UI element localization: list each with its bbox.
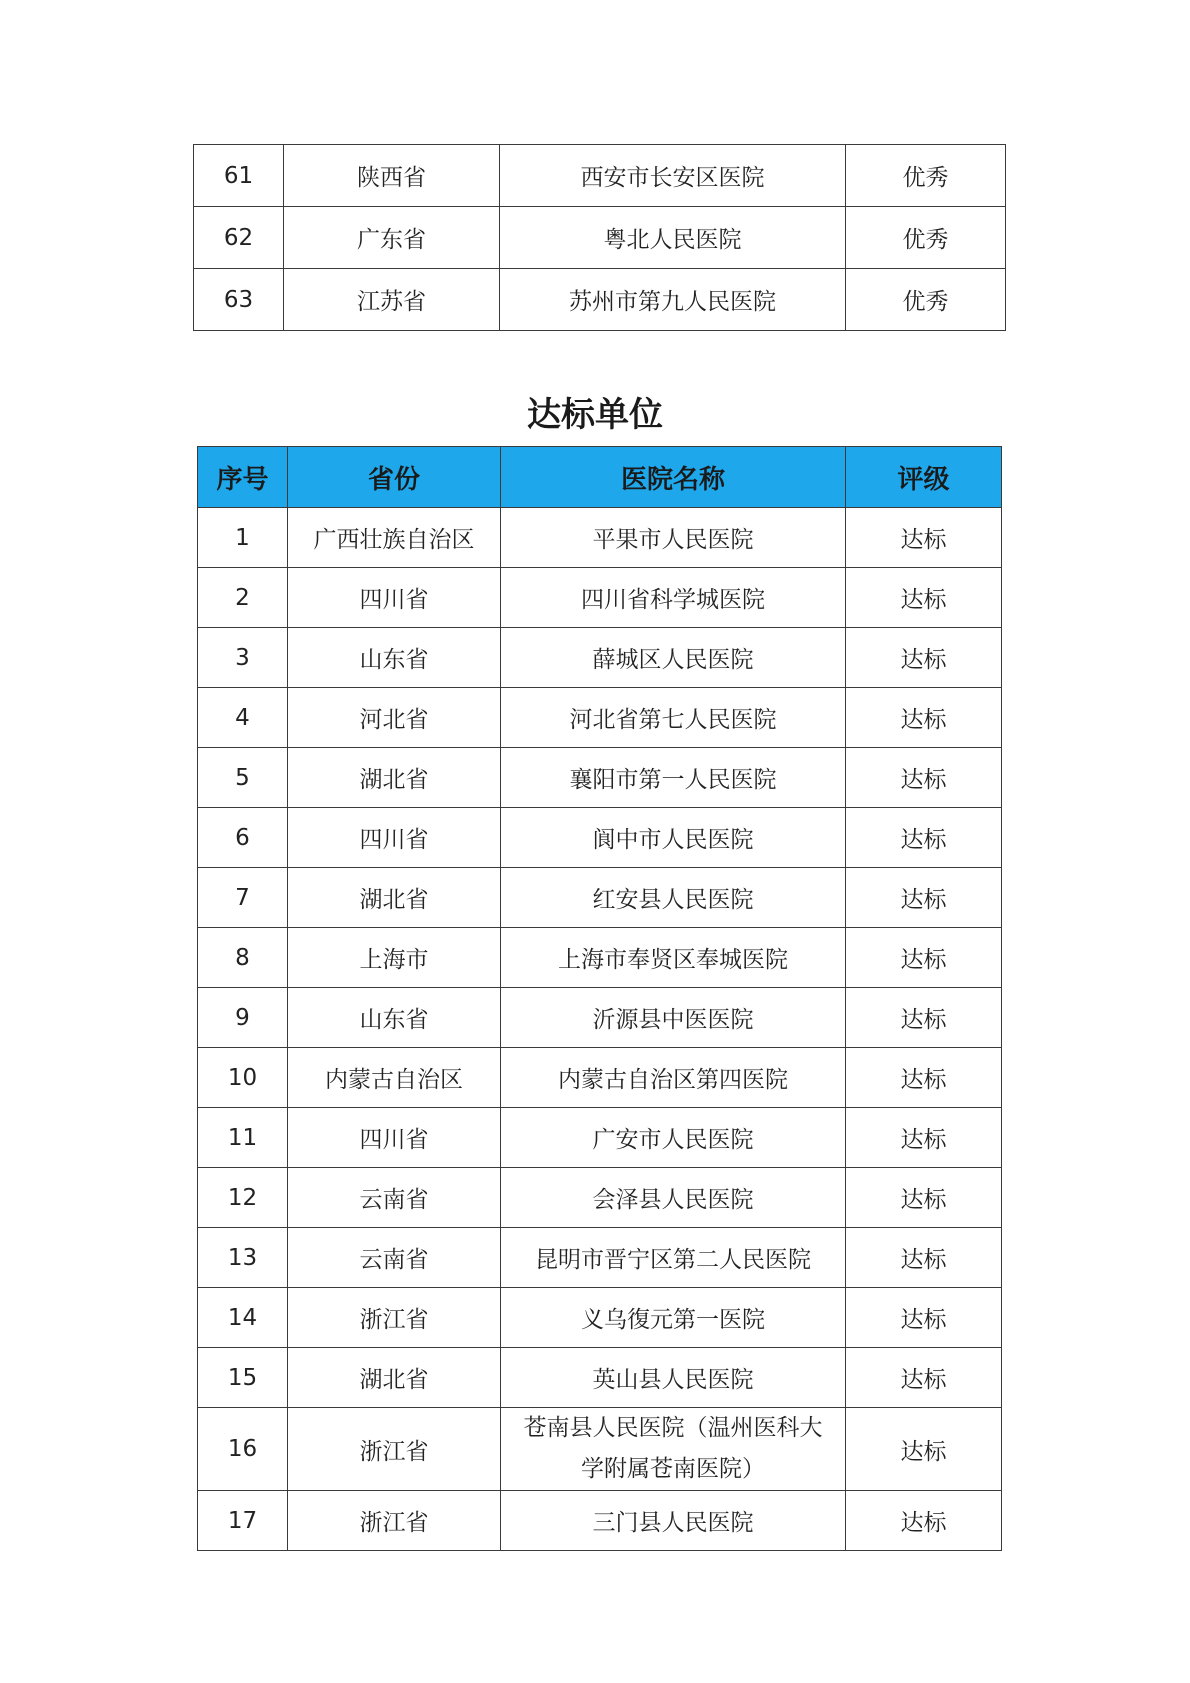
table-row <box>198 568 1002 628</box>
row-number: 63 <box>194 269 284 331</box>
hospital-name-cell: 英山县人民医院 <box>501 1348 846 1408</box>
province-cell: 广东省 <box>284 207 500 269</box>
row-number: 7 <box>198 868 288 928</box>
row-number: 5 <box>198 748 288 808</box>
header-hospital-name: 医院名称 <box>501 447 846 508</box>
province-cell: 湖北省 <box>288 868 501 928</box>
table-row <box>198 508 1002 568</box>
hospital-name-cell: 四川省科学城医院 <box>501 568 846 628</box>
table-row <box>198 868 1002 928</box>
row-number: 14 <box>198 1288 288 1348</box>
header-province: 省份 <box>288 447 501 508</box>
province-cell: 江苏省 <box>284 269 500 331</box>
province-cell: 四川省 <box>288 568 501 628</box>
grade-cell: 达标 <box>846 568 1002 628</box>
province-cell: 云南省 <box>288 1168 501 1228</box>
province-cell: 云南省 <box>288 1228 501 1288</box>
grade-cell: 达标 <box>846 928 1002 988</box>
table-row <box>198 1288 1002 1348</box>
hospital-name-cell: 西安市长安区医院 <box>500 145 846 207</box>
row-number: 9 <box>198 988 288 1048</box>
hospital-name-cell: 三门县人民医院 <box>501 1491 846 1551</box>
province-cell: 广西壮族自治区 <box>288 508 501 568</box>
province-cell: 浙江省 <box>288 1491 501 1551</box>
table-row <box>198 688 1002 748</box>
excellent-units-table <box>193 144 1006 331</box>
grade-cell: 达标 <box>846 868 1002 928</box>
row-number: 1 <box>198 508 288 568</box>
table-row <box>198 628 1002 688</box>
province-cell: 四川省 <box>288 1108 501 1168</box>
province-cell: 陕西省 <box>284 145 500 207</box>
grade-cell: 达标 <box>846 1108 1002 1168</box>
row-number: 62 <box>194 207 284 269</box>
grade-cell: 达标 <box>846 628 1002 688</box>
province-cell: 山东省 <box>288 988 501 1048</box>
table-row <box>194 269 1006 331</box>
grade-cell: 达标 <box>846 688 1002 748</box>
grade-cell: 达标 <box>846 988 1002 1048</box>
hospital-name-cell <box>501 1408 846 1491</box>
grade-cell: 达标 <box>846 1168 1002 1228</box>
row-number: 13 <box>198 1228 288 1288</box>
hospital-name-cell: 内蒙古自治区第四医院 <box>501 1048 846 1108</box>
grade-cell: 优秀 <box>846 145 1006 207</box>
grade-cell: 达标 <box>846 1048 1002 1108</box>
row-number: 3 <box>198 628 288 688</box>
table-row <box>198 988 1002 1048</box>
row-number: 17 <box>198 1491 288 1551</box>
province-cell: 浙江省 <box>288 1408 501 1491</box>
row-number: 8 <box>198 928 288 988</box>
table-row <box>194 145 1006 207</box>
hospital-name-cell: 襄阳市第一人民医院 <box>501 748 846 808</box>
hospital-name-cell: 沂源县中医医院 <box>501 988 846 1048</box>
row-number: 2 <box>198 568 288 628</box>
grade-cell: 达标 <box>846 748 1002 808</box>
header-grade: 评级 <box>846 447 1002 508</box>
grade-cell: 达标 <box>846 1408 1002 1491</box>
hospital-name-line-1: 苍南县人民医院（温州医科大 <box>523 1415 823 1441</box>
grade-cell: 达标 <box>846 1228 1002 1288</box>
grade-cell: 优秀 <box>846 207 1006 269</box>
hospital-name-line-2: 学附属苍南医院） <box>581 1456 765 1482</box>
table-row <box>198 1348 1002 1408</box>
table-row <box>198 1408 1002 1491</box>
table-header-row <box>198 447 1002 508</box>
hospital-name-cell: 昆明市晋宁区第二人民医院 <box>501 1228 846 1288</box>
table-row <box>198 1048 1002 1108</box>
table-row <box>198 1228 1002 1288</box>
grade-cell: 达标 <box>846 1491 1002 1551</box>
hospital-name-cell: 粤北人民医院 <box>500 207 846 269</box>
province-cell: 湖北省 <box>288 748 501 808</box>
row-number: 15 <box>198 1348 288 1408</box>
row-number: 16 <box>198 1408 288 1491</box>
header-number: 序号 <box>198 447 288 508</box>
hospital-name-cell: 苏州市第九人民医院 <box>500 269 846 331</box>
hospital-name-cell: 平果市人民医院 <box>501 508 846 568</box>
province-cell: 上海市 <box>288 928 501 988</box>
table-row <box>198 1168 1002 1228</box>
row-number: 6 <box>198 808 288 868</box>
province-cell: 内蒙古自治区 <box>288 1048 501 1108</box>
grade-cell: 优秀 <box>846 269 1006 331</box>
hospital-name-cell: 河北省第七人民医院 <box>501 688 846 748</box>
row-number: 11 <box>198 1108 288 1168</box>
grade-cell: 达标 <box>846 508 1002 568</box>
row-number: 12 <box>198 1168 288 1228</box>
province-cell: 河北省 <box>288 688 501 748</box>
row-number: 10 <box>198 1048 288 1108</box>
table-row <box>198 928 1002 988</box>
hospital-name-cell: 薛城区人民医院 <box>501 628 846 688</box>
standard-units-table <box>197 446 1002 1551</box>
hospital-name-cell: 红安县人民医院 <box>501 868 846 928</box>
grade-cell: 达标 <box>846 1348 1002 1408</box>
hospital-name-cell: 会泽县人民医院 <box>501 1168 846 1228</box>
section-title: 达标单位 <box>527 395 663 435</box>
grade-cell: 达标 <box>846 1288 1002 1348</box>
row-number: 4 <box>198 688 288 748</box>
table-row <box>198 1108 1002 1168</box>
hospital-name-cell: 广安市人民医院 <box>501 1108 846 1168</box>
table-row <box>198 1491 1002 1551</box>
table-row <box>198 808 1002 868</box>
hospital-name-cell: 阆中市人民医院 <box>501 808 846 868</box>
hospital-name-cell: 义乌復元第一医院 <box>501 1288 846 1348</box>
province-cell: 湖北省 <box>288 1348 501 1408</box>
province-cell: 浙江省 <box>288 1288 501 1348</box>
table-row <box>198 748 1002 808</box>
hospital-name-cell: 上海市奉贤区奉城医院 <box>501 928 846 988</box>
table-row <box>194 207 1006 269</box>
province-cell: 四川省 <box>288 808 501 868</box>
province-cell: 山东省 <box>288 628 501 688</box>
row-number: 61 <box>194 145 284 207</box>
grade-cell: 达标 <box>846 808 1002 868</box>
